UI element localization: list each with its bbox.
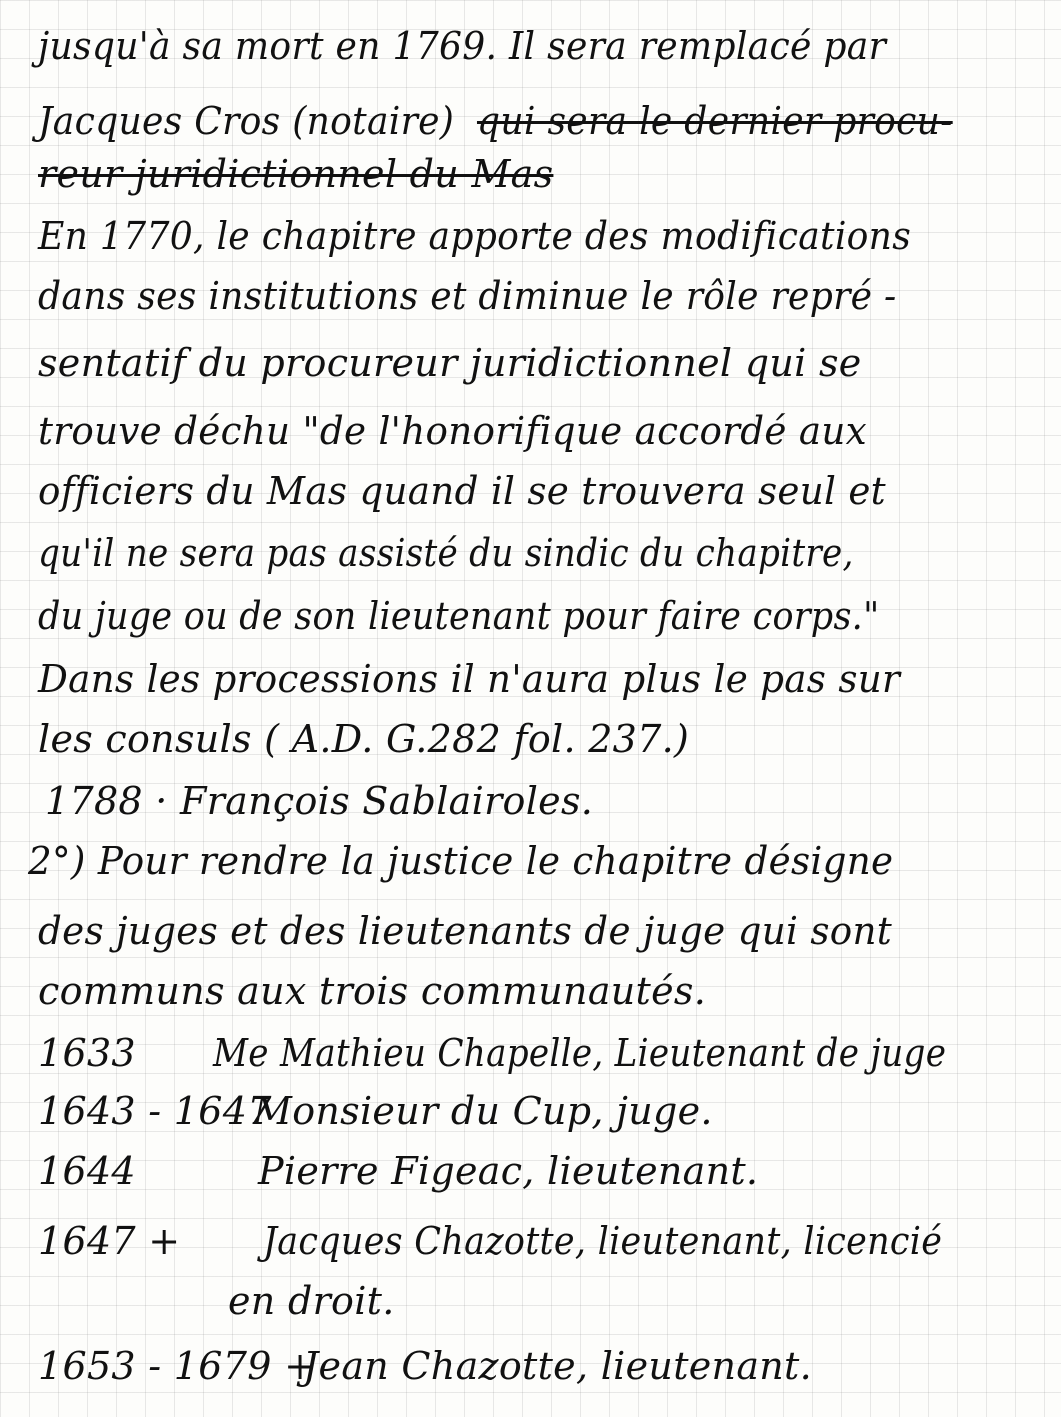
text-line-14 — [28, 830, 893, 892]
entry-year: 1644 — [38, 1149, 136, 1193]
text-line-4-content: En 1770, le chapitre apporte des modifications — [38, 214, 912, 258]
text-line-1-content: jusqu'à sa mort en 1769. Il sera remplacé par — [38, 24, 887, 68]
entry-text: Jean Chazotte, lieutenant. — [303, 1344, 812, 1388]
entry-1653-1679 — [38, 1335, 1038, 1397]
entry-year: 1633 — [38, 1031, 136, 1075]
text-line-6-content: sentatif du procureur juridictionnel qui se — [38, 341, 862, 385]
text-line-15-content: des juges et des lieutenants de juge qui sont — [38, 909, 893, 953]
text-line-11-content: Dans les processions il n'aura plus le pas sur — [38, 657, 901, 701]
text-line-5-content: dans ses institutions et diminue le rôle repré - — [38, 274, 897, 318]
text-line-2-content: Jacques Cros (notaire) — [38, 99, 455, 143]
entry-text: Monsieur du Cup, juge. — [253, 1089, 713, 1133]
text-line-6 — [38, 332, 862, 394]
text-line-8-content: officiers du Mas quand il se trouvera seul et — [38, 469, 886, 513]
text-line-10 — [38, 585, 879, 647]
text-line-5 — [38, 265, 897, 327]
entry-1647 — [38, 1210, 1038, 1272]
text-line-16 — [38, 960, 706, 1022]
text-line-10-content: du juge ou de son lieutenant pour faire corps." — [38, 594, 880, 638]
entry-text: Me Mathieu Chapelle, Lieutenant de juge — [213, 1031, 947, 1075]
text-line-9 — [38, 522, 854, 584]
struck-text-line-2: qui sera le dernier procu- — [476, 99, 953, 143]
entry-year: 1643 - 1647 — [38, 1089, 272, 1133]
entry-1643-1647 — [38, 1080, 1038, 1142]
struck-text-line-3-content: reur juridictionnel du Mas — [38, 152, 554, 196]
text-line-8 — [38, 460, 886, 522]
text-line-12-content: les consuls ( A.D. G.282 fol. 237.) — [38, 717, 690, 761]
text-line-9-content: qu'il ne sera pas assisté du sindic du chapitre, — [38, 531, 854, 575]
text-line-14-content: 2°) Pour rendre la justice le chapitre désigne — [28, 839, 894, 883]
text-line-7-content: trouve déchu "de l'honorifique accordé aux — [38, 409, 867, 453]
text-line-13-content: 1788 · François Sablairoles. — [45, 779, 594, 823]
text-line-1 — [38, 15, 886, 77]
entry-year: 1653 - 1679 + — [38, 1344, 317, 1388]
struck-text-line-3 — [38, 143, 553, 205]
entry-year: 1647 + — [38, 1219, 181, 1263]
text-line-12 — [38, 708, 689, 770]
entry-text: en droit. — [228, 1279, 395, 1323]
text-line-11 — [38, 648, 900, 710]
entry-text: Jacques Chazotte, lieutenant, licencié — [263, 1219, 943, 1263]
entry-1644 — [38, 1140, 1038, 1202]
entry-continuation — [38, 1270, 1038, 1332]
text-line-13 — [45, 770, 593, 832]
entry-text: Pierre Figeac, lieutenant. — [258, 1149, 759, 1193]
entry-1633 — [38, 1022, 1038, 1084]
text-line-16-content: communs aux trois communautés. — [38, 969, 707, 1013]
text-line-7 — [38, 400, 867, 462]
text-line-15 — [38, 900, 892, 962]
text-line-4 — [38, 205, 911, 267]
